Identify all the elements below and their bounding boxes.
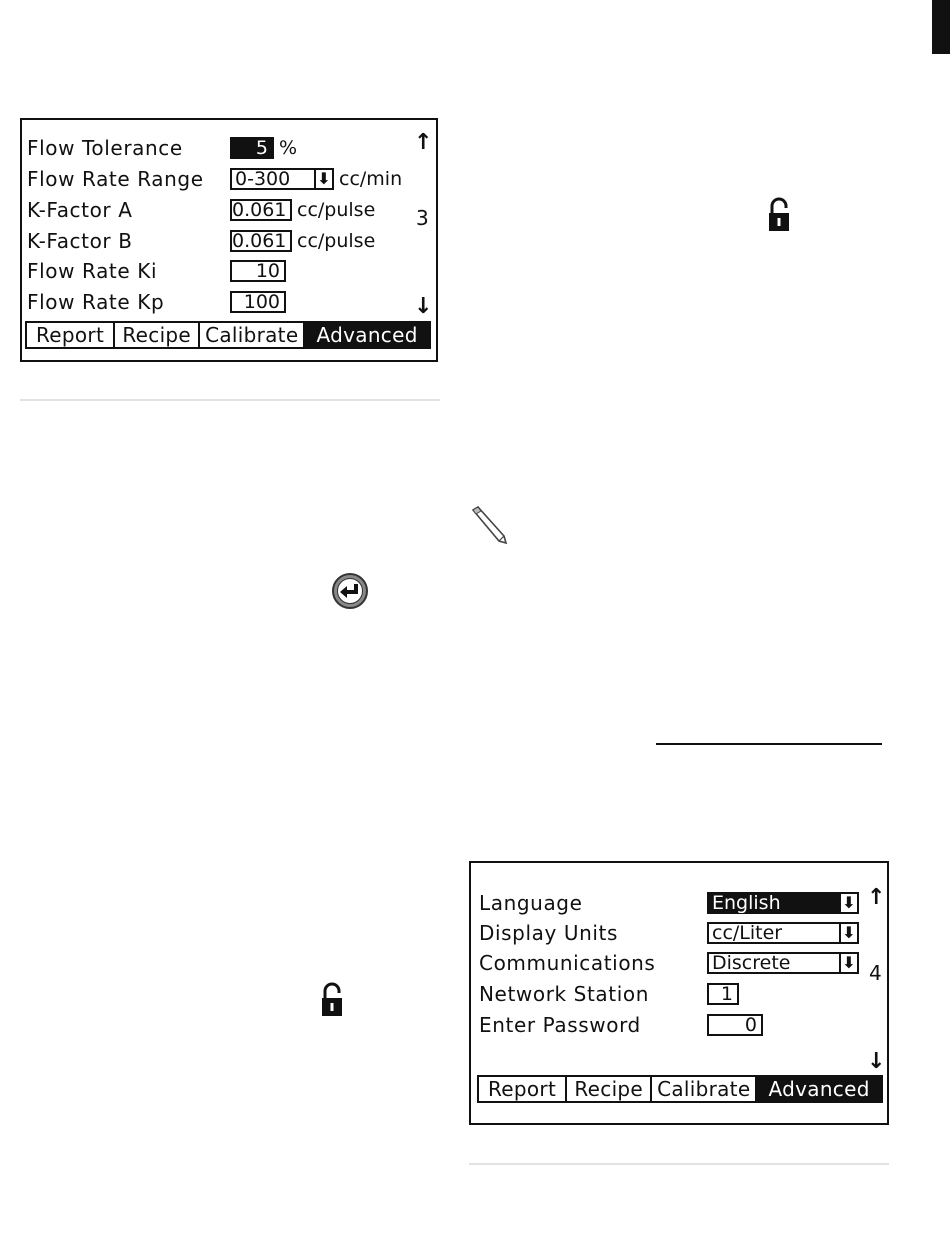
chevron-down-icon[interactable]: ⬇: [314, 168, 334, 190]
language-label: Language: [479, 891, 583, 915]
flow-rate-ki-field[interactable]: 10: [230, 260, 286, 282]
scroll-down-arrow-icon[interactable]: ↓: [867, 1049, 886, 1074]
flow-rate-range-value: 0-300: [235, 168, 291, 190]
chevron-down-icon[interactable]: ⬇: [839, 952, 859, 974]
flow-rate-ki-label: Flow Rate Ki: [27, 259, 158, 283]
page-number: 3: [416, 206, 429, 230]
display-units-value: cc/Liter: [712, 922, 783, 944]
tab-recipe[interactable]: Recipe: [115, 323, 200, 347]
chevron-down-icon[interactable]: ⬇: [839, 892, 859, 914]
flow-rate-range-label: Flow Rate Range: [27, 167, 204, 191]
flow-tolerance-label: Flow Tolerance: [27, 136, 183, 160]
k-factor-b-label: K-Factor B: [27, 229, 133, 253]
tab-recipe[interactable]: Recipe: [567, 1077, 652, 1101]
flow-rate-range-unit: cc/min: [339, 168, 403, 190]
k-factor-a-label: K-Factor A: [27, 198, 133, 222]
advanced-screen-page-3: [20, 118, 438, 362]
tab-advanced[interactable]: Advanced: [305, 323, 429, 347]
flow-rate-kp-label: Flow Rate Kp: [27, 290, 165, 314]
communications-dropdown[interactable]: [707, 952, 859, 974]
section-divider: [469, 1163, 889, 1165]
scroll-up-arrow-icon[interactable]: ↑: [414, 130, 433, 155]
enter-password-field[interactable]: 0: [707, 1014, 763, 1036]
tab-calibrate[interactable]: Calibrate: [652, 1077, 757, 1101]
display-units-label: Display Units: [479, 921, 619, 945]
display-units-dropdown[interactable]: [707, 922, 859, 944]
tab-report[interactable]: Report: [479, 1077, 567, 1101]
flow-tolerance-unit: %: [279, 137, 298, 159]
page-number: 4: [869, 961, 882, 985]
language-dropdown[interactable]: [707, 892, 859, 914]
k-factor-b-unit: cc/pulse: [297, 230, 376, 252]
pencil-note-icon: [470, 506, 508, 544]
flow-rate-range-dropdown[interactable]: [230, 168, 334, 190]
tab-advanced[interactable]: Advanced: [757, 1077, 881, 1101]
section-divider: [20, 399, 440, 401]
language-value: English: [712, 892, 781, 914]
tab-bar: [25, 321, 431, 349]
communications-label: Communications: [479, 951, 656, 975]
page-edge-tab-marker: [932, 0, 950, 54]
k-factor-b-field[interactable]: 0.061: [230, 230, 292, 252]
flow-rate-kp-field[interactable]: 100: [230, 291, 286, 313]
scroll-up-arrow-icon[interactable]: ↑: [867, 885, 886, 910]
flow-tolerance-field[interactable]: 5: [230, 137, 274, 159]
network-station-label: Network Station: [479, 982, 649, 1006]
tab-bar: [477, 1075, 883, 1103]
reference-underline: [656, 743, 882, 745]
network-station-field[interactable]: 1: [707, 983, 739, 1005]
scroll-down-arrow-icon[interactable]: ↓: [414, 294, 433, 319]
enter-password-label: Enter Password: [479, 1013, 641, 1037]
unlock-icon: [768, 197, 790, 233]
tab-calibrate[interactable]: Calibrate: [200, 323, 305, 347]
tab-report[interactable]: Report: [27, 323, 115, 347]
advanced-screen-page-4: [469, 861, 889, 1125]
k-factor-a-field[interactable]: 0.061: [230, 199, 292, 221]
unlock-icon: [321, 982, 343, 1018]
k-factor-a-unit: cc/pulse: [297, 199, 376, 221]
communications-value: Discrete: [712, 952, 791, 974]
chevron-down-icon[interactable]: ⬇: [839, 922, 859, 944]
enter-key-icon: [331, 572, 369, 610]
